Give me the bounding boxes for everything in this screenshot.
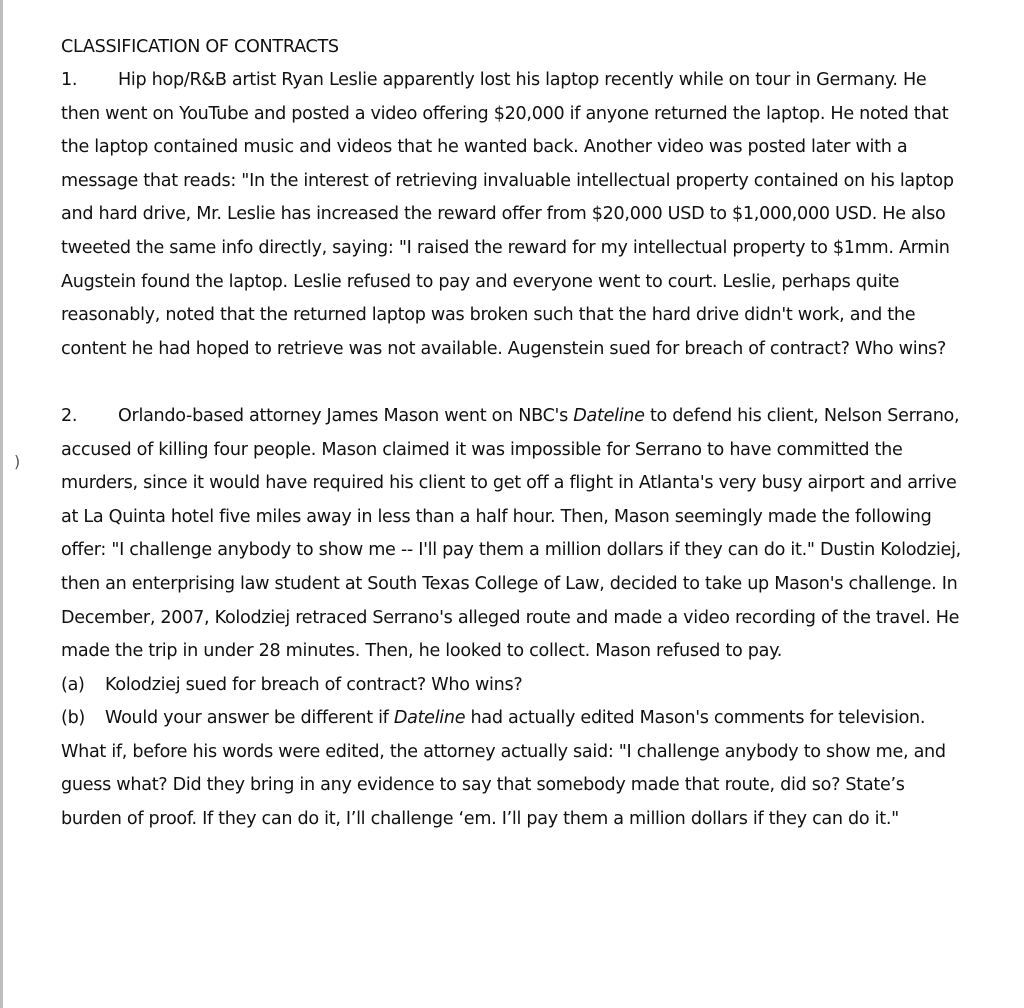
part-b-text-start: Would your answer be different if xyxy=(105,708,394,729)
question-2-part-b xyxy=(61,702,961,836)
margin-mark: ) xyxy=(14,452,21,471)
part-a-label: (a) xyxy=(61,674,85,695)
page-left-border xyxy=(0,0,3,1008)
part-b-show-name: Dateline xyxy=(393,708,466,729)
part-a-text: Kolodziej sued for breach of contract? Who wins? xyxy=(105,674,523,695)
question-1 xyxy=(61,64,961,366)
part-b-label: (b) xyxy=(61,708,85,729)
question-2 xyxy=(61,400,961,669)
question-2-part-a xyxy=(61,669,961,703)
question-2-text-start: Orlando-based attorney James Mason went on NBC's xyxy=(118,405,574,426)
question-1-number: 1. xyxy=(61,70,78,90)
question-2-show-name: Dateline xyxy=(573,405,645,426)
question-1-text: Hip hop/R&B artist Ryan Leslie apparently lost his laptop recently while on tour in Germany. He then went on YouTube and posted a video offering $20,000 if anyone returned the laptop. He noted that the laptop contained music and videos that he wanted back. Another video was posted later with a message that reads: "In the interest of retrieving invaluable intellectual property contained on his laptop and hard drive, Mr. Leslie has increased the reward offer from $20,000 USD to $1,000,000 USD. He also tweeted the same info directly, saying: "I raised the reward for my intellectual property to $1mm. Armin Augstein found the laptop. Leslie refused to pay and everyone went to court. Leslie, perhaps quite reasonably, noted that the returned laptop was broken such that the hard drive didn't work, and the content he had hoped to retrieve was not available. Augenstein sued for breach of contract? Who wins? xyxy=(61,70,954,359)
paragraph-spacer xyxy=(61,366,961,400)
part-b-text-rest: had actually edited Mason's comments for television. What if, before his words were edited, the attorney actually said: "I challenge anybody to show me, and guess what? Did they bring in any evidence to say that somebody made that route, did so? State’s burden of proof. If they can do it, I’ll challenge ‘em. I’ll pay them a million dollars if they can do it." xyxy=(61,708,946,830)
document-body xyxy=(61,33,961,837)
page-title: CLASSIFICATION OF CONTRACTS xyxy=(61,37,339,57)
question-2-text-rest: to defend his client, Nelson Serrano, accused of killing four people. Mason claimed it was impossible for Serrano to have committed the murders, since it would have required his client to get off a flight in Atlanta's very busy airport and arrive at La Quinta hotel five miles away in less than a half hour. Then, Mason seemingly made the following offer: "I challenge anybody to show me -- I'll pay them a million dollars if they can do it." Dustin Kolodziej, then an enterprising law student at South Texas College of Law, decided to take up Mason's challenge. In December, 2007, Kolodziej retraced Serrano's alleged route and made a video recording of the travel. He made the trip in under 28 minutes. Then, he looked to collect. Mason refused to pay. xyxy=(61,405,961,662)
question-2-number: 2. xyxy=(61,405,78,426)
